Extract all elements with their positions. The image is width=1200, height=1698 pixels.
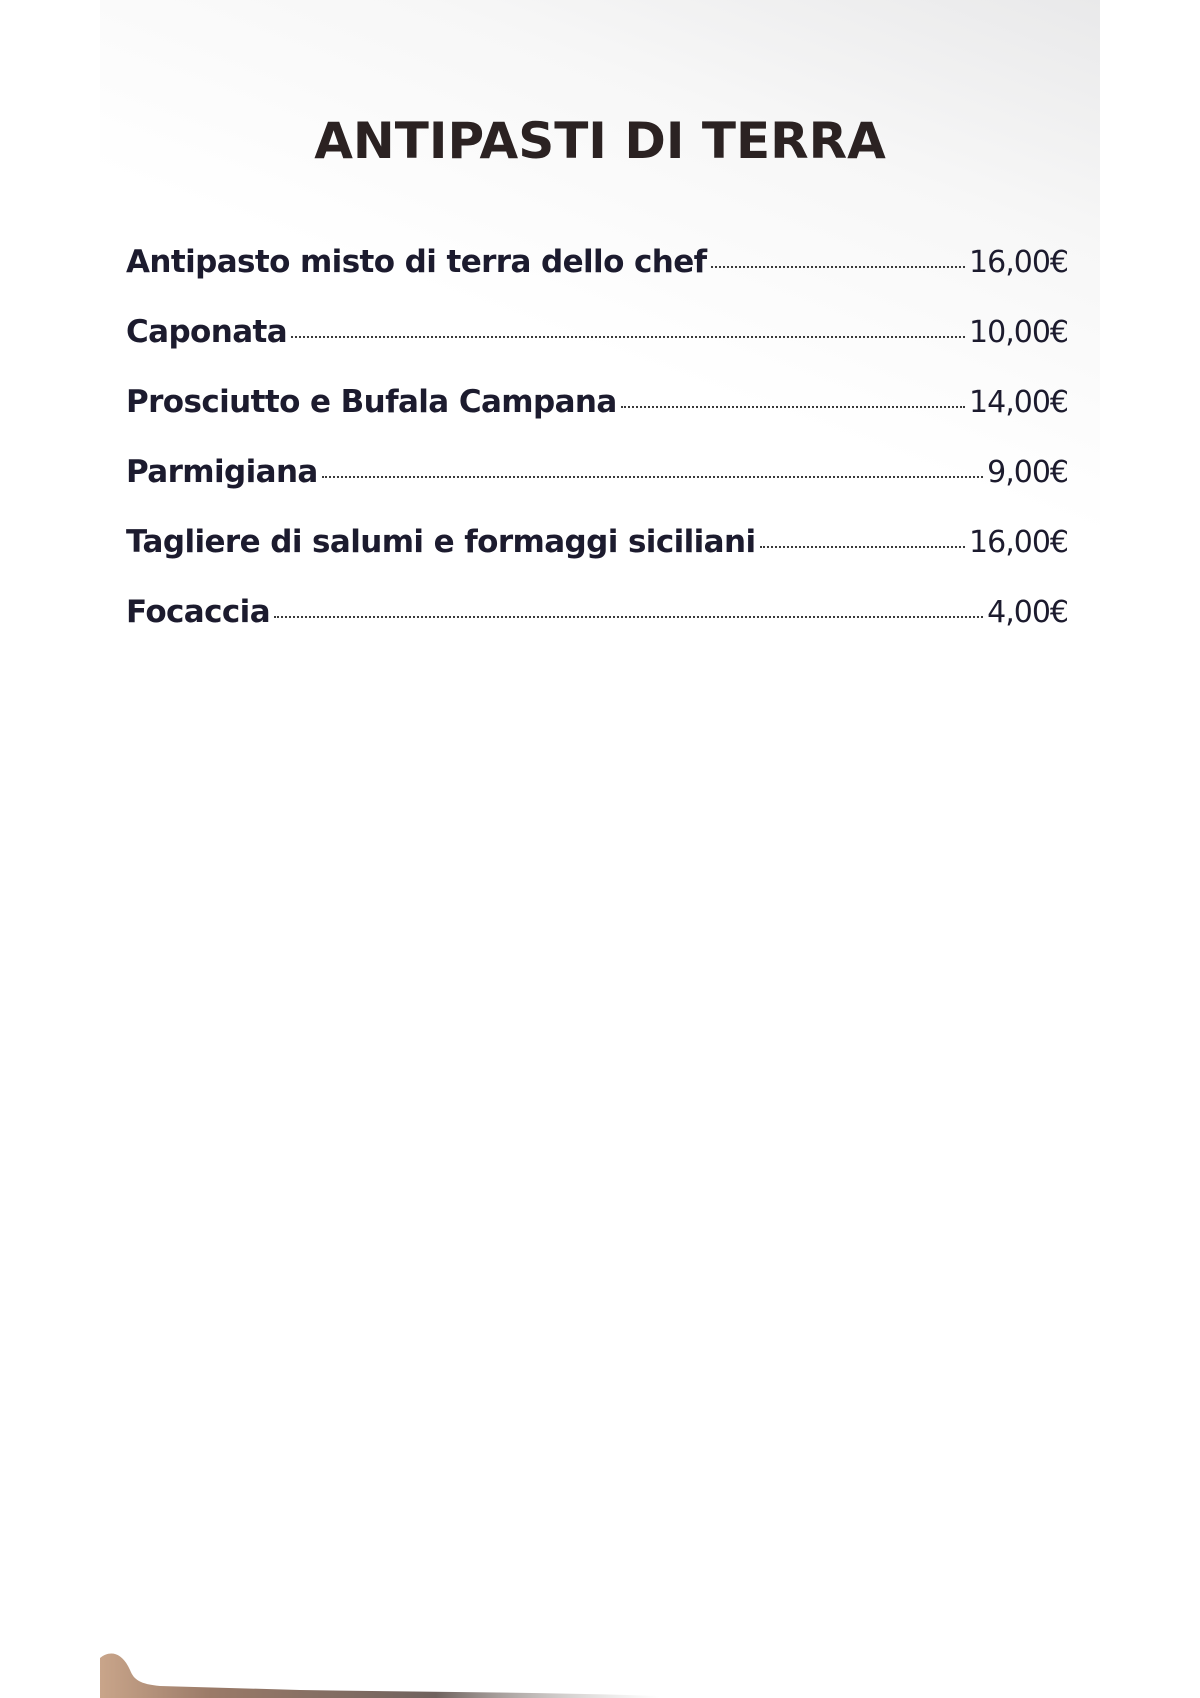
menu-item-name: Caponata xyxy=(126,314,288,350)
menu-item-price: 16,00€ xyxy=(969,245,1068,280)
menu-item-price: 16,00€ xyxy=(969,525,1068,560)
menu-item-price: 9,00€ xyxy=(987,455,1068,490)
menu-item-price: 14,00€ xyxy=(969,385,1068,420)
dot-leader xyxy=(322,476,983,478)
menu-item xyxy=(126,244,1068,314)
dot-leader xyxy=(711,266,965,268)
dot-leader xyxy=(621,406,965,408)
menu-item-name: Prosciutto e Bufala Campana xyxy=(126,384,617,420)
dot-leader xyxy=(291,336,965,338)
menu-item xyxy=(126,384,1068,454)
menu-item-name: Antipasto misto di terra dello chef xyxy=(126,244,707,280)
menu-item xyxy=(126,454,1068,524)
menu-item-name: Parmigiana xyxy=(126,454,318,490)
menu-item xyxy=(126,314,1068,384)
menu-item-price: 10,00€ xyxy=(969,315,1068,350)
menu-item-name: Tagliere di salumi e formaggi siciliani xyxy=(126,524,756,560)
page-margin xyxy=(1100,0,1200,1698)
menu-item xyxy=(126,524,1068,594)
menu-item-name: Focaccia xyxy=(126,594,271,630)
menu-list xyxy=(126,244,1068,664)
dot-leader xyxy=(760,546,966,548)
menu-item xyxy=(126,594,1068,664)
section-title: ANTIPASTI DI TERRA xyxy=(314,112,886,170)
dot-leader xyxy=(274,616,983,618)
hand-shadow xyxy=(100,1640,660,1698)
menu-item-price: 4,00€ xyxy=(987,595,1068,630)
